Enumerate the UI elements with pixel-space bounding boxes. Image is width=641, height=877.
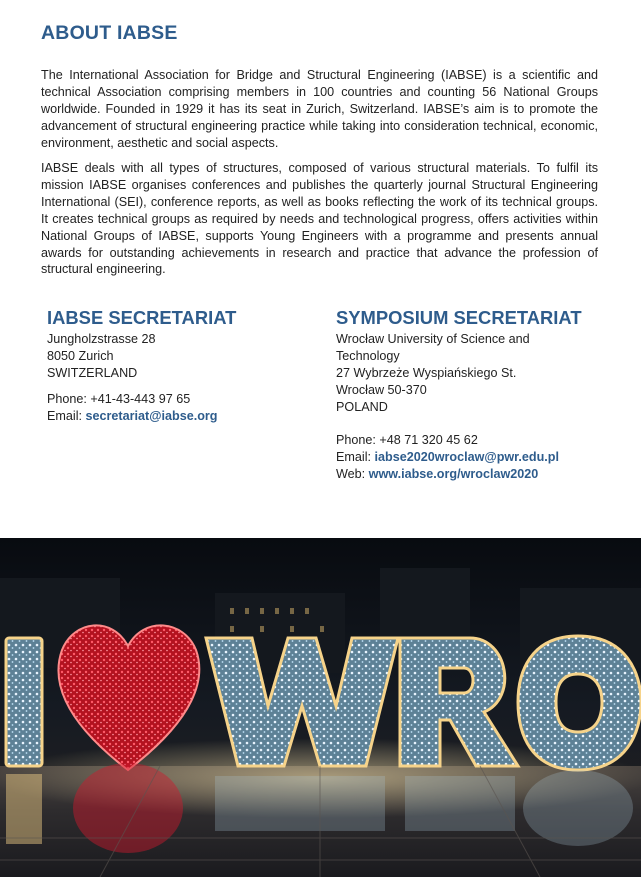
- address-line: Wrocław University of Science and: [336, 332, 530, 346]
- phone-label: Phone:: [336, 433, 376, 447]
- phone-label: Phone:: [47, 392, 87, 406]
- web-link[interactable]: www.iabse.org/wroclaw2020: [368, 467, 539, 481]
- address-line: POLAND: [336, 400, 388, 414]
- web-line: [336, 466, 559, 483]
- iabse-secretariat-contact: [47, 391, 217, 425]
- address-line: 8050 Zurich: [47, 349, 114, 363]
- email-line: [336, 449, 559, 466]
- address-line: 27 Wybrzeże Wyspiańskiego St.: [336, 366, 517, 380]
- phone-line: [47, 391, 217, 408]
- about-paragraph-1: The International Association for Bridge and Structural Engineering (IABSE) is a scientific and technical Association comprising members in 100 countries and counting 56 National Groups worldwide. Founded in 1929 it has its seat in Zurich, Switzerland. IABSE’s aim is to promote the advancement of structural engineering practice while taking into consideration technical, economic, environment, aesthetic and social aspects.: [41, 68, 598, 150]
- phone-number: +41-43-443 97 65: [90, 392, 191, 406]
- i-love-wroclaw-photo: [0, 538, 641, 877]
- email-label: Email:: [336, 450, 371, 464]
- web-label: Web:: [336, 467, 366, 481]
- phone-line: [336, 432, 559, 449]
- iabse-secretariat-address: [47, 331, 156, 382]
- address-line: Wrocław 50-370: [336, 383, 427, 397]
- address-line: Jungholzstrasse 28: [47, 332, 156, 346]
- email-label: Email:: [47, 409, 82, 423]
- email-line: [47, 408, 217, 425]
- about-paragraph-2: IABSE deals with all types of structures, composed of various structural materials. To fulfil its mission IABSE organises conferences and publishes the quarterly journal Structural Engineering International (SEI), conference reports, as well as books reflecting the work of its technical groups. It creates technical groups as required by needs and technological progress, offers activities within National Groups of IABSE, supports Young Engineers with a programme and presents annual awards for outstanding achievements in research and practice that advance the profession of structural engineering.: [41, 161, 598, 277]
- phone-number: +48 71 320 45 62: [379, 433, 478, 447]
- symposium-secretariat-address: [336, 331, 530, 416]
- address-line: SWITZERLAND: [47, 366, 138, 380]
- address-line: Technology: [336, 349, 400, 363]
- iabse-secretariat-heading: IABSE SECRETARIAT: [47, 307, 237, 328]
- letter-i: [6, 638, 42, 766]
- page-title: ABOUT IABSE: [41, 22, 178, 44]
- email-link[interactable]: iabse2020wroclaw@pwr.edu.pl: [374, 450, 559, 464]
- email-link[interactable]: secretariat@iabse.org: [85, 409, 218, 423]
- symposium-secretariat-heading: SYMPOSIUM SECRETARIAT: [336, 307, 582, 328]
- symposium-secretariat-contact: [336, 432, 559, 483]
